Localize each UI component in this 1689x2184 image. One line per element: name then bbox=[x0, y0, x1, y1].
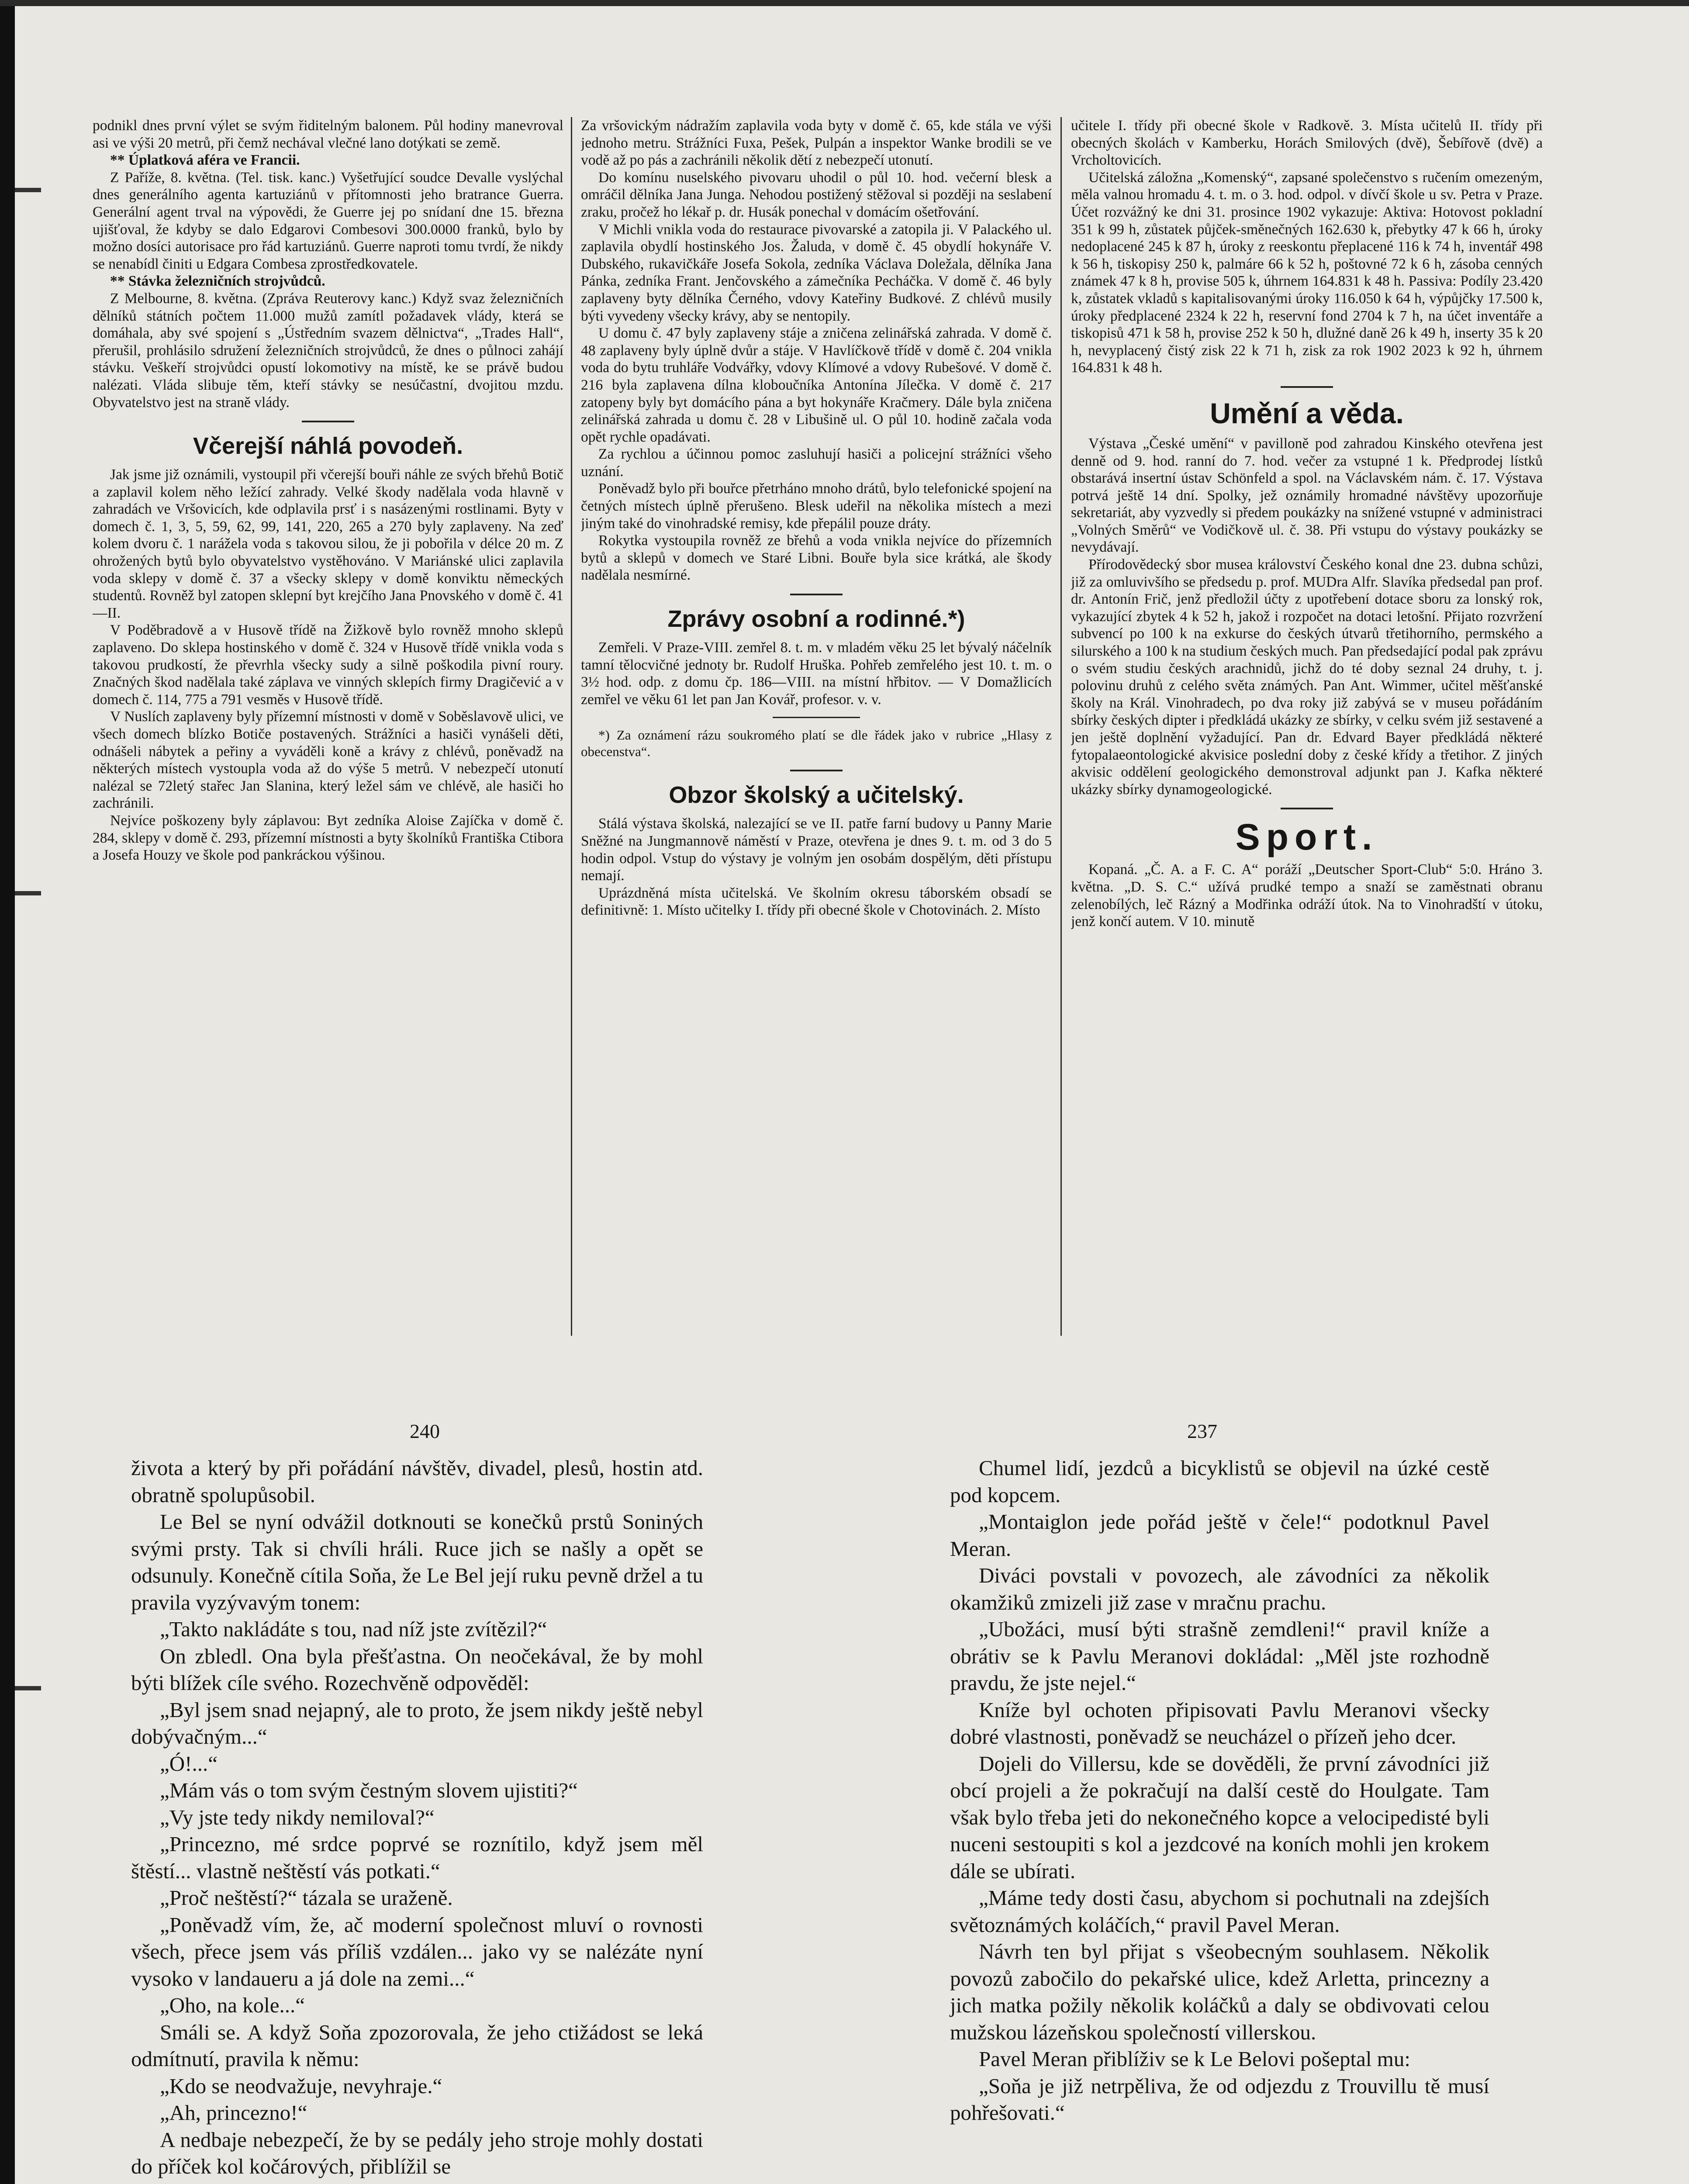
novel-text: „Proč neštěstí?“ tázala se uraženě. bbox=[160, 1886, 453, 1910]
article-text: Uprázdněná místa učitelská. Ve školním okresu táborském obsadí se definitivně: 1. Místo učitelky I. třídy při obecné škole v Chotovinách. 2. Místo bbox=[581, 885, 1052, 919]
novel-text: „Ó!...“ bbox=[160, 1751, 218, 1776]
novel-text: „Soňa je již netrpěliva, že od odjezdu z Trouvillu tě musí pohřešovati.“ bbox=[950, 2073, 1489, 2125]
novel-text: „Takto nakládáte s tou, nad níž jste zvítězil?“ bbox=[160, 1617, 547, 1641]
article-text: Za vršovickým nádražím zaplavila voda byty v domě č. 65, kde stála ve výši jednoho metru. Strážníci Fuxa, Pešek, Pulpán a inspektor Wanke brodili se ve vodě až po pás a zachránili několik dětí z nebezpečí utonutí. bbox=[581, 117, 1052, 169]
novel-text: „Vy jste tedy nikdy nemiloval?“ bbox=[160, 1805, 435, 1829]
novel-text: života a který by při pořádání návštěv, divadel, plesů, hostin atd. obratně spolupůsobil. bbox=[131, 1456, 703, 1507]
divider bbox=[1281, 808, 1333, 809]
novel-text: Chumel lidí, jezdců a bicyklistů se objevil na úzké cestě pod kopcem. bbox=[950, 1456, 1489, 1507]
novel-text: „Mám vás o tom svým čestným slovem ujistiti?“ bbox=[160, 1778, 578, 1802]
novel-text: Dojeli do Villersu, kde se dověděli, že první závodníci již obcí projeli a že pokračují na další cestě do Houlgate. Tam však bylo třeba jeti do nekonečného kopce a velocipedisté byli nuceni sestoupiti s kol a jezdcové na koních mohli jen krokem dále se ubírati. bbox=[950, 1751, 1489, 1883]
divider bbox=[790, 770, 843, 771]
column-3 bbox=[1071, 117, 1543, 1336]
novel-text: Diváci povstali v povozech, ale závodníci za několik okamžiků zmizeli již zase v mračnu prachu. bbox=[950, 1563, 1489, 1614]
article-text: Zemřeli. V Praze-VIII. zemřel 8. t. m. v mladém věku 25 let bývalý náčelník tamní tělocvičné jednoty br. Rudolf Hruška. Pohřeb zemřelého jest 10. t. m. o 3½ hod. odp. z domu čp. 186—VIII. na místní hřbitov. — V Domažlicích zemřel ve věku 61 let pan Jan Kovář, profesor. v. v. bbox=[581, 639, 1052, 708]
novel-text: „Ah, princezno!“ bbox=[160, 2101, 307, 2125]
novel-text: A nedbaje nebezpečí, že by se pedály jeho stroje mohly dostati do příček kol kočárových, přiblížil se bbox=[131, 2127, 703, 2178]
article-text: Výstava „České umění“ v pavilloně pod zahradou Kinského otevřena jest denně od 9. hod. ranní do 7. hod. večer za vstupné 1 k. Předprodej lístků obstarává insertní ústav Schönfeld a spol. na Václavském nám. č. 17. Výstava potrvá ještě 14 dní. Spolky, jež oznámily hromadné návštěvy upozorňuje sekretariát, aby vyzvedly si předem poukázky na snížené vstupné v administraci „Volných Směrů“ ve Vodičkově ul. č. 38. Při vstupu do výstavy poukázky se nevydávají. bbox=[1071, 435, 1543, 556]
article-text: Z Melbourne, 8. května. (Zpráva Reuterovy kanc.) Když svaz železničních dělníků státních počtem 11.000 mužů zamítl požadavek vlády, která se domáhala, aby své spojení s „Ústředním svazem dělnictva“, „Trades Hall“, přerušil, prohlásilo sdružení železničních strojvůdců, že dnes o půlnoci zahájí stávku. Veškeří strojvůdci opustí lokomotivy na místě, ke se právě budou nalézati. Vláda slibuje těm, kteří stávky se nesúčastní, dvojitou mzdu. Obyvatelstvo jest na straně vlády. bbox=[93, 290, 563, 411]
article-heading: ** Úplatková aféra ve Francii. bbox=[110, 152, 300, 169]
novel-text: Smáli se. A když Soňa zpozorovala, že jeho ctižádost se leká odmítnutí, pravila k němu: bbox=[131, 2020, 703, 2071]
article-text: Poněvadž bylo při bouřce přetrháno mnoho drátů, bylo telefonické spojení na četných místech úplně přerušeno. Blesk udeřil na několika místech a mezi jiným také do vinohradské remisy, kde přepálil pouze dráty. bbox=[581, 480, 1052, 532]
novel-text: „Byl jsem snad nejapný, ale to proto, že jsem nikdy ještě nebyl dobývačným...“ bbox=[131, 1697, 703, 1749]
novel-text: „Montaiglon jede pořád ještě v čele!“ podotknul Pavel Meran. bbox=[950, 1510, 1489, 1561]
article-text: Stálá výstava školská, nalezající se ve II. patře farní budovy u Panny Marie Sněžné na Jungmannově náměstí v Praze, otevřena je dnes 9. t. m. od 3 do 5 hodin odpol. Vstup do výstavy je volným jen osobám dospělým, děti přístupu nemají. bbox=[581, 816, 1052, 884]
article-text: V Nuslích zaplaveny byly přízemní místnosti v domě v Soběslavově ulici, ve všech domech blízko Botiče postavených. Strážníci a hasiči vynášeli děti, odnášeli nábytek a peřiny a vyváděli koně a krávy z chlévů, poněvadž na některých místech vystoupla voda až do výše 5 metrů. V nebezpečí utonutí nalézal se 72letý stařec Jan Slanina, který ležel sám ve chlévě, ale hasiči ho zachránili. bbox=[93, 708, 563, 812]
article-text: Nejvíce poškozeny byly záplavou: Byt zedníka Aloise Zajíčka v domě č. 284, sklepy v domě č. 293, přízemní místnosti a byty školníků Františka Ctibora a Josefa Houzy ve škole pod pankráckou výšinou. bbox=[93, 812, 563, 864]
novel-text: „Ubožáci, musí býti strašně zemdleni!“ pravil kníže a obrátiv se k Pavlu Meranovi dokládal: „Měl jste rozhodně pravdu, že jste nejel.“ bbox=[950, 1617, 1489, 1695]
novel-text: „Máme tedy dosti času, abychom si pochutnali na zdejších světoznámých koláčích,“ pravil Pavel Meran. bbox=[950, 1886, 1489, 1937]
section-heading-flood: Včerejší náhlá povodeň. bbox=[193, 433, 463, 460]
column-1 bbox=[93, 117, 563, 1336]
novel-page-right bbox=[950, 1455, 1489, 2126]
novel-text: Návrh ten byl přijat s všeobecným souhlasem. Několik povozů zabočilo do pekařské ulice, kdež Arletta, princezny a jich matka požily několik koláčků a daly se obdivovati celou mužskou lázeňskou společností villerskou. bbox=[950, 1939, 1489, 2044]
newspaper-upper-section bbox=[0, 117, 1689, 1336]
article-text: Z Paříže, 8. května. (Tel. tisk. kanc.) Vyšetřující soudce Devalle vyslýchal dnes generálního agenta kartuziánů v přítomnosti jeho bratrance Guerra. Generální agent trval na výpovědi, že Guerre jej po snídaní dne 15. března ujišťoval, že kdyby se dalo Edgarovi Combesovi 300.0000 franků, bylo by možno dosíci autorisace pro řád kartuziánů. Guerre naproti tomu tvrdí, že nikdy se nenabídl činiti u Edgara Combesa zprostředkovatele. bbox=[93, 169, 563, 272]
article-text: učitele I. třídy při obecné škole v Radkově. 3. Místa učitelů II. třídy při obecných školách v Kamberku, Horách Smilových (dvě), Šebířově (dvě) a Vrcholtovicích. bbox=[1071, 117, 1543, 169]
novel-text: „Poněvadž vím, že, ač moderní společnost mluví o rovnosti všech, přece jsem vás příliš vzdálen... jako vy se nalézáte nyní vysoko v landaueru a já dole na zemi...“ bbox=[131, 1912, 703, 1990]
novel-text: Le Bel se nyní odvážil dotknouti se konečků prstů Soniných svými prsty. Tak si chvíli hráli. Ruce jich se našly a opět se odsunuly. Konečně cítila Soňa, že Le Bel její ruku pevně držel a tu pravila vyzývavým tonem: bbox=[131, 1510, 703, 1614]
article-text: Za rychlou a účinnou pomoc zasluhují hasiči a policejní strážníci všeho uznání. bbox=[581, 446, 1052, 480]
page-number-left: 240 bbox=[410, 1420, 440, 1442]
novel-text: Kníže byl ochoten připisovati Pavlu Meranovi všecky dobré vlastnosti, poněvadž se neucházel o přízeň jeho dcer. bbox=[950, 1697, 1489, 1749]
article-text: V Poděbradově a v Husově třídě na Žižkově bylo rovněž mnoho sklepů zaplaveno. Do sklepa hostinského v domě č. 324 v Husově třídě vnikla voda s takovou prudkostí, že převrhla všecky sudy a silně poškodila pivní roury. Značných škod nadělala také záplava ve vinných sklepích firmy Dragičević a v domech č. 114, 775 a 791 vesměs v Husově třídě. bbox=[93, 622, 563, 708]
section-heading-sport: Sport. bbox=[1235, 816, 1378, 858]
article-heading: ** Stávka železničních strojvůdců. bbox=[110, 273, 325, 290]
column-2 bbox=[581, 117, 1052, 1336]
article-text: U domu č. 47 byly zaplaveny stáje a zničena zelinářská zahrada. V domě č. 48 zaplaveny byly úplně dvůr a stáje. V Havlíčkově třídě v domě č. 204 vnikla voda do bytu truhláře Vodvářky, vdovy Klímové a vdovy Rubešové. V domě č. 216 byla zaplavena dílna kloboučníka Antonína Jílečka. V domě č. 217 zatopeny byly byt domácího pána a byt hokynáře Kračmery. Dále byla zničena zelinářská zahrada u domu č. 28 v Libušině ul. O půl 10. hodině začala voda opět rychle opadávati. bbox=[581, 325, 1052, 445]
novel-text: On zbledl. Ona byla přešťastna. On neočekával, že by mohl býti blížek cíle svého. Rozechvěně odpověděl: bbox=[131, 1644, 703, 1695]
article-text: Kopaná. „Č. A. a F. C. A“ poráží „Deutscher Sport-Club“ 5:0. Hráno 3. května. „D. S. C.“ užívá prudké tempo a snaží se zaměstnati obranu zelenobílých, leč Rázný a Modřinka odráží útok. Na to Vinohradští v útoku, jenž končí autem. V 10. minutě bbox=[1071, 861, 1543, 930]
novel-page-left bbox=[131, 1455, 703, 2180]
article-text: V Michli vnikla voda do restaurace pivovarské a zatopila ji. V Palackého ul. zaplavila obydlí hostinského Jos. Žaluda, v domě č. 45 obydlí hokynáře V. Dubského, rukavičkáře Josefa Sokola, zedníka Václava Doležala, dělníka Jana Pánka, zedníka Frant. Jenčovského a zámečníka Pecháčka. V domě č. 46 byly zaplaveny byty dělníka Černého, vdovy Kateřiny Budkové. Z chlévů musily býti vyvedeny všecky krávy, aby se nentopily. bbox=[581, 221, 1052, 324]
divider bbox=[773, 717, 860, 718]
novel-text: „Kdo se neodvažuje, nevyhraje.“ bbox=[160, 2073, 442, 2098]
section-heading-personal: Zprávy osobní a rodinné.*) bbox=[667, 606, 965, 632]
article-text: Učitelská záložna „Komenský“, zapsané společenstvo s ručením omezeným, měla valnou hromadu 4. t. m. o 3. hod. odpol. v dívčí škole u sv. Petra v Praze. Účet rozvážný ke dni 31. prosince 1902 vykazuje: Aktiva: Hotovost pokladní 351 k 99 h, zůstatek půjček-směnečných 162.630 k, přebytky 47 k 66 h, úroky nedoplacené 245 k 87 h, úroky z reeskontu přeplacené 116 k 74 h, inventář 498 k 56 h, tiskopisy 250 k, palmáre 66 k 52 h, poštovné 72 k 6 h, zásoba cenných známek 47 k 8 h, provise 505 k, úhrnem 164.831 k 48 h. Passiva: Podíly 23.420 k, zůstatek vkladů s kapitalisovanými úroky 116.050 k 64 h, výpůjčky 17.500 k, úroky předplacené 2324 k 22 h, reservní fond 2704 k 7 h, na účet inventáře a tiskopisů 471 k 58 h, provise 252 k 50 h, dlužné daně 26 k 49 h, inserty 35 k 20 h, nevyplacený čistý zisk 22 k 71 h, zisk za rok 1902 2023 k 92 h, úhrnem 164.831 k 48 h. bbox=[1071, 169, 1543, 376]
divider bbox=[790, 594, 843, 595]
divider bbox=[1281, 386, 1333, 388]
page-number-right: 237 bbox=[1187, 1420, 1217, 1442]
article-text: Rokytka vystoupila rovněž ze břehů a voda vnikla nejvíce do přízemních bytů a sklepů v domech ve Staré Libni. Bouře byla sice krátká, ale škody nadělala nesmírné. bbox=[581, 532, 1052, 584]
section-heading-art: Umění a věda. bbox=[1210, 397, 1404, 429]
footnote: *) Za oznámení rázu soukromého platí se dle řádek jako v rubrice „Hlasy z obecenstva“. bbox=[581, 727, 1052, 760]
novel-text: „Oho, na kole...“ bbox=[160, 1993, 305, 2017]
section-heading-school: Obzor školský a učitelský. bbox=[669, 782, 964, 809]
article-text: Přírodovědecký sbor musea království Českého konal dne 23. dubna schůzi, již za omluvivšího se předsedu p. prof. MUDra Alfr. Slavíka předsedal pan prof. dr. Antonín Frič, jenž předložil účty z upotřebení dotace sboru za lonský rok, vykazující zbytek 4 k 52 h, jakož i rozpočet na dotaci letošní. Přijato rozvržení subvencí po 100 k na exkurse do českých útvarů třetihorního, permského a silurského a 100 k na studium českých much. Pan předsedající podal pak zprávu o svém studiu českých arachnidů, jichž do té doby seznal 24 druhy, t. j. polovinu druhů z celého světa známých. Pan Ant. Wimmer, učitel měšťanské školy na Král. Vinohradech, po dva roky již zabývá se v museu pořádáním sbírky českých dipter i předkládá ukázky ze sbírky, v celku svém již sestavené a jen ještě doplnění vyžadující. Pan dr. Edvard Bayer předkládá některé fytopalaeontologické akvisice poslední doby z české křídy a třetihor. Z jiných akvisic oddělení geologického demonstroval adjunkt pan J. Kafka některé ukázky sbírky dynamogeologické. bbox=[1071, 556, 1543, 798]
novel-text: „Princezno, mé srdce poprvé se roznítilo, když jsem měl štěstí... vlastně neštěstí vás potkati.“ bbox=[131, 1832, 703, 1883]
scan-top-edge bbox=[0, 0, 1689, 6]
scan-mark bbox=[15, 1686, 41, 1690]
article-text: Do komínu nuselského pivovaru uhodil o půl 10. hod. večerní blesk a omráčil dělníka Jana Junga. Nehodou postižený stěžoval si později na seslabení zraku, pročež ho lékař p. dr. Husák ponechal v domácím ošetřování. bbox=[581, 169, 1052, 220]
novel-text: Pavel Meran přiblíživ se k Le Belovi pošeptal mu: bbox=[979, 2047, 1410, 2071]
article-text: podnikl dnes první výlet se svým řiditelným balonem. Půl hodiny manevroval asi ve výši 20 metrů, při čemž nechával vlečné lano dotýkati se země. bbox=[93, 117, 563, 151]
article-text: Jak jsme již oznámili, vystoupil při včerejší bouři náhle ze svých břehů Botič a zaplavil kolem něho ležící zahrady. Velké škody nadělala voda hlavně v zahradách ve Vršovicích, kde odplavila prsť i s nasázenými rostlinami. Byty v domech č. 1, 3, 5, 59, 62, 99, 141, 220, 265 a 270 byly zaplaveny. Na zeď kolem dvoru č. 1 narážela voda s takovou silou, že ji pobořila v délce 20 m. Z ohrožených bytů bylo obyvatelstvo vystěhováno. V Mariánské ulici zaplavila voda sklepy v domě č. 37 a všecky sklepy v domě konviktu německých studentů. Rovněž byl zatopen sklepní byt krejčího Jana Pnovského v domě č. 41—II. bbox=[93, 467, 563, 621]
divider bbox=[302, 421, 354, 422]
